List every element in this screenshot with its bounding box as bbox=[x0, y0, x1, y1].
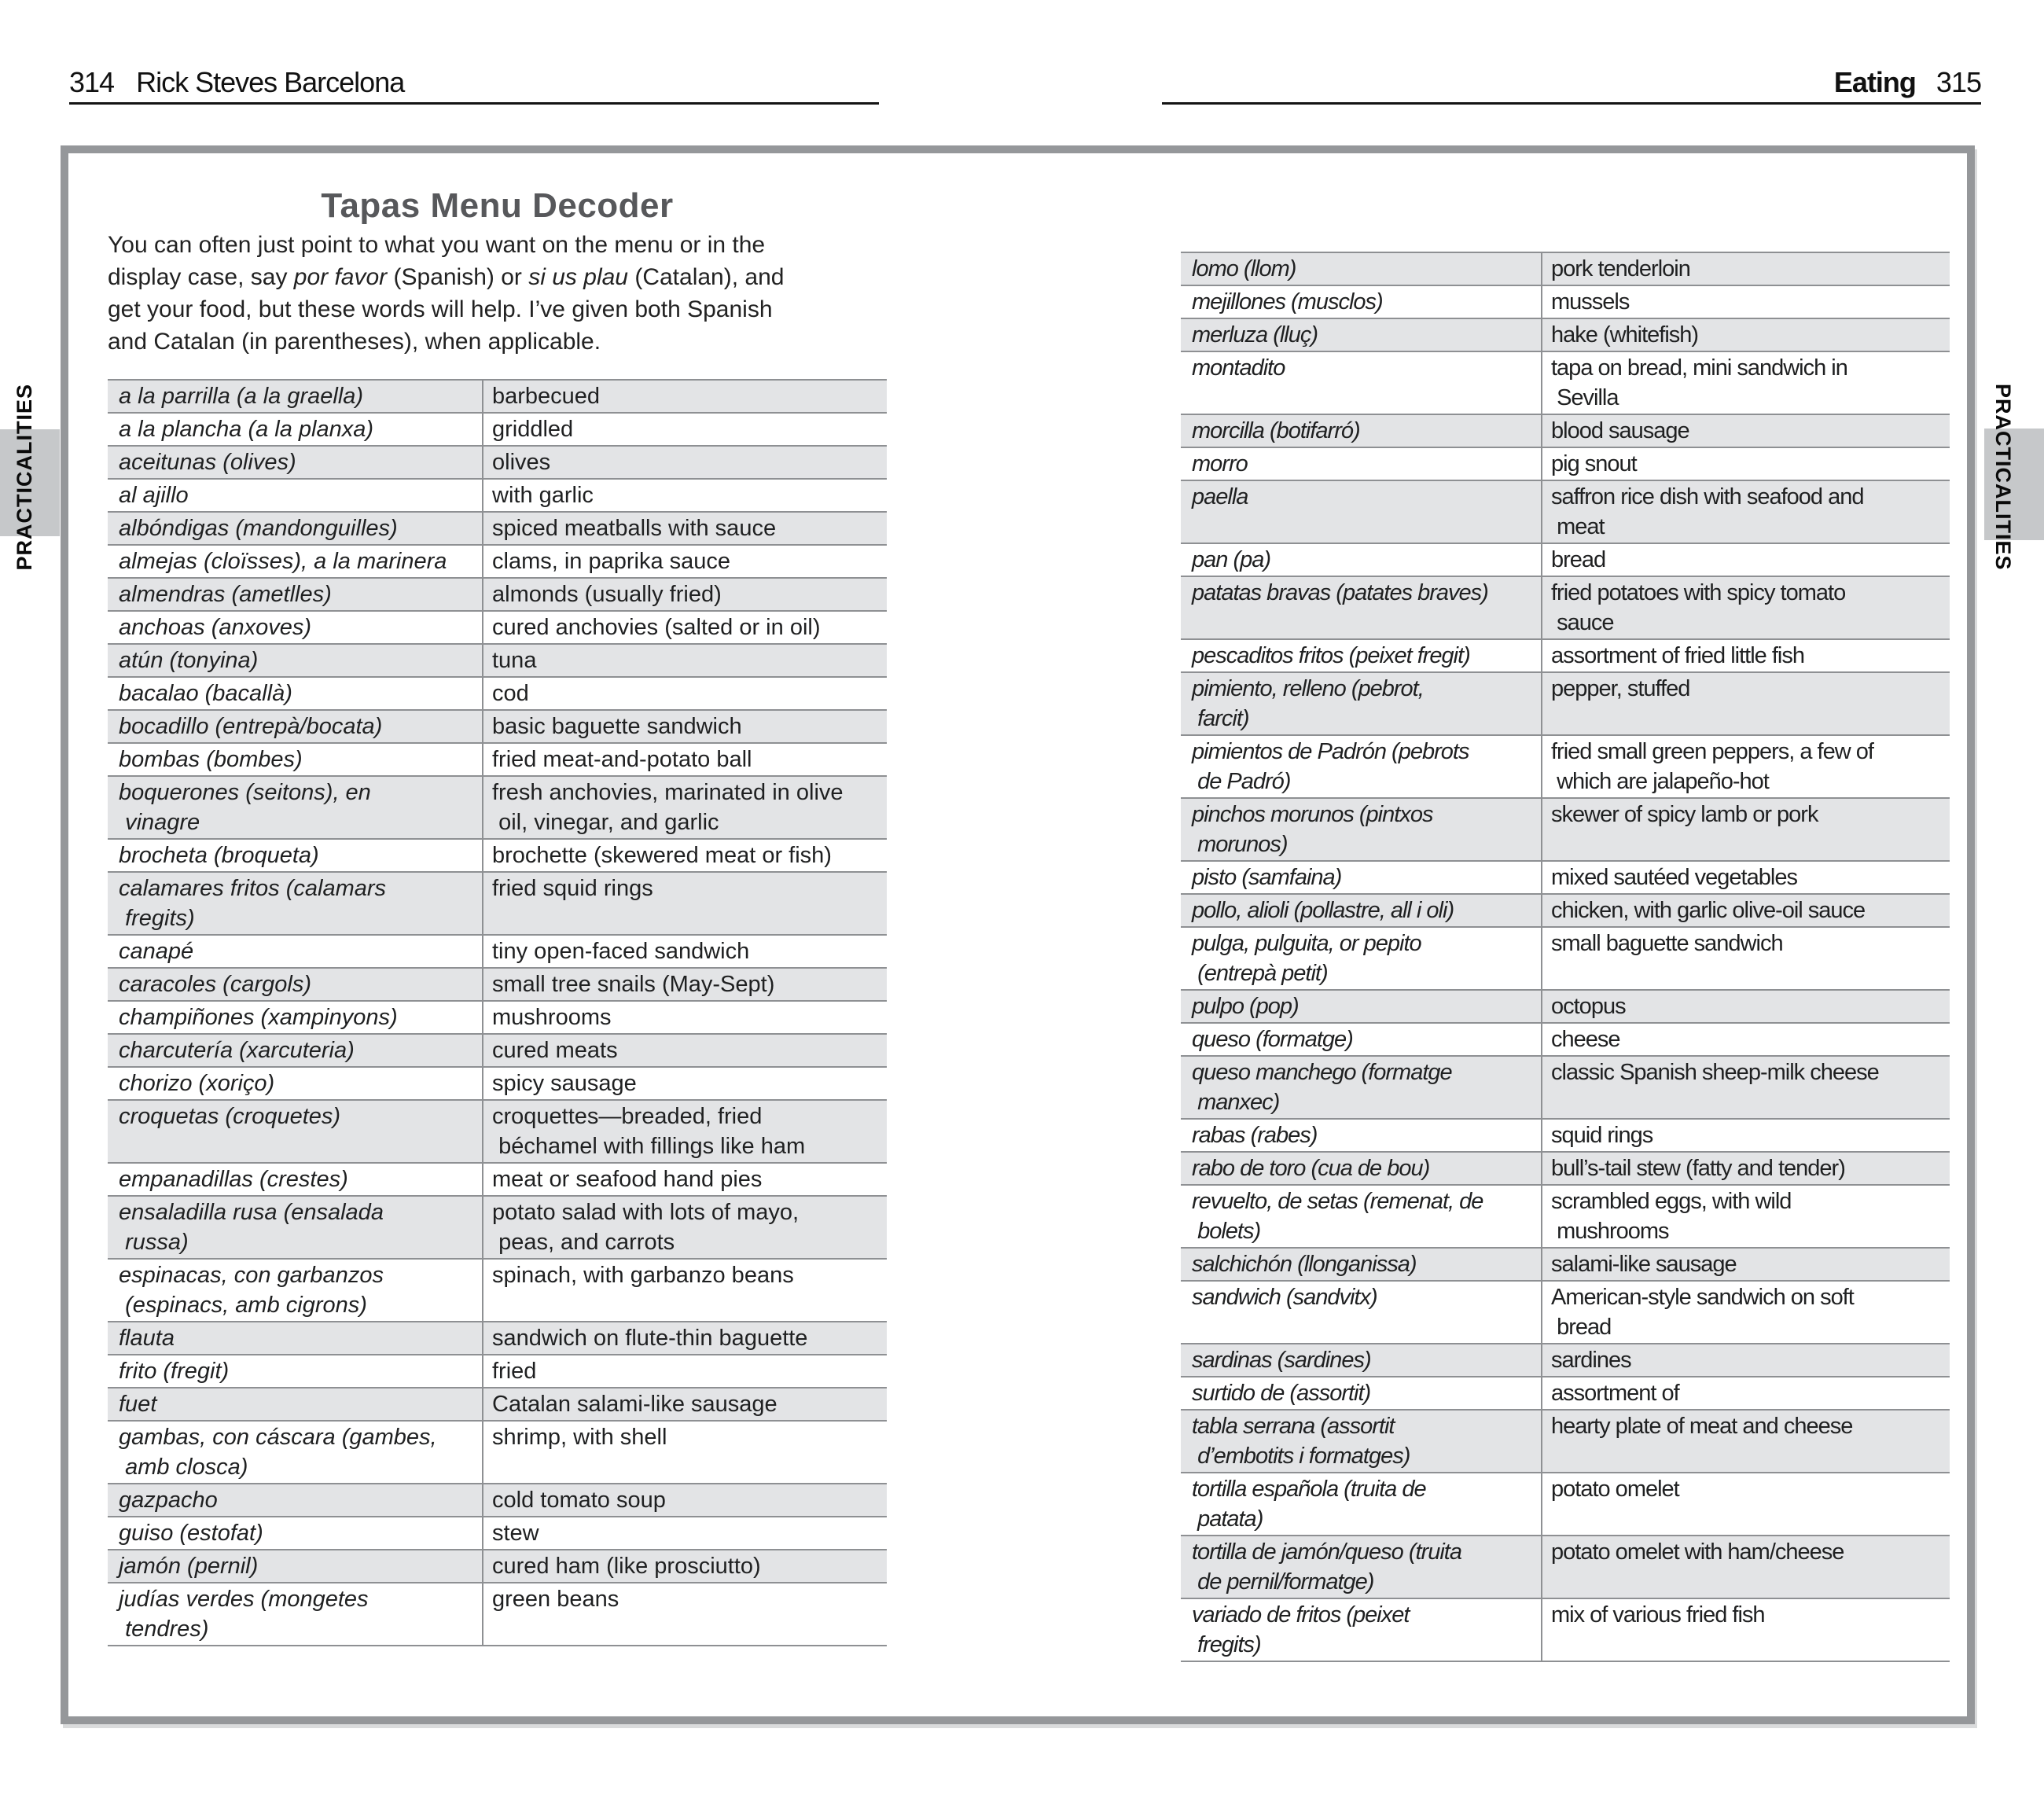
term-cell: morcilla (botifarró) bbox=[1192, 418, 1360, 443]
header-rule-right bbox=[1162, 102, 1981, 105]
section-tab-right-label: PRACTICALITIES bbox=[1991, 384, 2015, 571]
term-cell: pimiento, relleno (pebrot, farcit) bbox=[1192, 676, 1424, 731]
term-cell: frito (fregit) bbox=[119, 1359, 230, 1384]
definition-cell: hake (whitefish) bbox=[1541, 319, 1950, 351]
table-row bbox=[1181, 1186, 1950, 1249]
definition-cell: pepper, stuffed bbox=[1541, 673, 1950, 734]
definition-cell: potato salad with lots of mayo, peas, and carrots bbox=[482, 1197, 887, 1258]
table-row bbox=[108, 1388, 887, 1422]
definition-cell: cold tomato soup bbox=[482, 1484, 887, 1516]
table-row bbox=[1181, 862, 1950, 895]
term-cell: al ajillo bbox=[119, 483, 189, 508]
table-row bbox=[108, 579, 887, 612]
term-cell: queso (formatge) bbox=[1192, 1027, 1353, 1052]
definition-cell: brochette (skewered meat or fish) bbox=[482, 840, 887, 871]
definition-cell: fried small green peppers, a few of which are jalapeño-hot bbox=[1541, 736, 1950, 797]
term-cell: tortilla de jamón/queso (truita de pernil/formatge) bbox=[1192, 1539, 1461, 1594]
term-cell: mejillones (musclos) bbox=[1192, 289, 1383, 314]
definition-cell: cheese bbox=[1541, 1024, 1950, 1055]
term-cell: calamares fritos (calamars fregits) bbox=[119, 876, 387, 931]
term-cell: canapé bbox=[119, 939, 194, 964]
table-row bbox=[108, 546, 887, 579]
term-cell: queso manchego (formatge manxec) bbox=[1192, 1060, 1452, 1115]
term-cell: pan (pa) bbox=[1192, 547, 1271, 572]
term-cell: a la plancha (a la planxa) bbox=[119, 417, 374, 442]
definition-cell: small baguette sandwich bbox=[1541, 928, 1950, 989]
table-row bbox=[108, 1101, 887, 1164]
term-cell: albóndigas (mandonguilles) bbox=[119, 516, 398, 541]
definition-cell: with garlic bbox=[482, 480, 887, 511]
definition-cell: sandwich on flute-thin baguette bbox=[482, 1322, 887, 1354]
term-cell: espinacas, con garbanzos (espinacs, amb cigrons) bbox=[119, 1263, 384, 1318]
table-row bbox=[1181, 1120, 1950, 1153]
running-head-right bbox=[1834, 66, 1981, 99]
definition-cell: spinach, with garbanzo beans bbox=[482, 1260, 887, 1321]
table-row bbox=[108, 1164, 887, 1197]
running-head-left-title: Rick Steves Barcelona bbox=[136, 66, 405, 98]
definition-cell: chicken, with garlic olive-oil sauce bbox=[1541, 895, 1950, 926]
table-row bbox=[108, 1068, 887, 1101]
table-row bbox=[1181, 253, 1950, 286]
table-row bbox=[108, 744, 887, 777]
definition-cell: classic Spanish sheep-milk cheese bbox=[1541, 1057, 1950, 1118]
table-row bbox=[1181, 352, 1950, 415]
term-cell: sandwich (sandvitx) bbox=[1192, 1285, 1377, 1310]
term-cell: pulga, pulguita, or pepito (entrepà petit) bbox=[1192, 931, 1421, 986]
definition-cell: cured anchovies (salted or in oil) bbox=[482, 612, 887, 643]
table-row bbox=[1181, 1599, 1950, 1662]
term-cell: sardinas (sardines) bbox=[1192, 1348, 1371, 1373]
definition-cell: assortment of fried little fish bbox=[1541, 640, 1950, 671]
definition-cell: shrimp, with shell bbox=[482, 1422, 887, 1483]
intro-paragraph bbox=[108, 229, 906, 358]
term-cell: croquetas (croquetes) bbox=[119, 1104, 341, 1129]
definition-cell: fried potatoes with spicy tomato sauce bbox=[1541, 577, 1950, 638]
table-row bbox=[108, 840, 887, 873]
definition-cell: croquettes—breaded, fried béchamel with fillings like ham bbox=[482, 1101, 887, 1162]
term-cell: rabo de toro (cua de bou) bbox=[1192, 1156, 1430, 1181]
term-cell: pinchos morunos (pintxos morunos) bbox=[1192, 802, 1433, 857]
definition-cell: stew bbox=[482, 1517, 887, 1549]
definition-cell: fried squid rings bbox=[482, 873, 887, 934]
table-row bbox=[108, 1260, 887, 1322]
table-row bbox=[108, 678, 887, 711]
definition-cell: fresh anchovies, marinated in olive oil, vinegar, and garlic bbox=[482, 777, 887, 838]
definition-cell: pig snout bbox=[1541, 448, 1950, 480]
term-cell: brocheta (broqueta) bbox=[119, 843, 319, 868]
term-cell: empanadillas (crestes) bbox=[119, 1167, 348, 1192]
table-row bbox=[108, 936, 887, 969]
definition-cell: almonds (usually fried) bbox=[482, 579, 887, 610]
table-row bbox=[108, 1322, 887, 1355]
term-cell: pisto (samfaina) bbox=[1192, 865, 1342, 890]
table-row bbox=[108, 513, 887, 546]
definition-cell: hearty plate of meat and cheese bbox=[1541, 1411, 1950, 1472]
definition-cell: bread bbox=[1541, 544, 1950, 576]
definition-cell: octopus bbox=[1541, 991, 1950, 1022]
running-head-left bbox=[69, 66, 404, 99]
table-row bbox=[1181, 1024, 1950, 1057]
table-row bbox=[108, 711, 887, 744]
table-row bbox=[1181, 1282, 1950, 1344]
term-cell: gambas, con cáscara (gambes, amb closca) bbox=[119, 1425, 437, 1480]
definition-cell: potato omelet bbox=[1541, 1473, 1950, 1535]
definition-cell: cod bbox=[482, 678, 887, 709]
table-row bbox=[108, 414, 887, 447]
definition-cell: mix of various fried fish bbox=[1541, 1599, 1950, 1661]
table-row bbox=[108, 1197, 887, 1260]
term-cell: aceitunas (olives) bbox=[119, 450, 296, 475]
table-row bbox=[1181, 577, 1950, 640]
term-cell: bacalao (bacallà) bbox=[119, 681, 292, 706]
definition-cell: bull’s-tail stew (fatty and tender) bbox=[1541, 1153, 1950, 1184]
table-row bbox=[1181, 1153, 1950, 1186]
term-cell: pimientos de Padrón (pebrots de Padró) bbox=[1192, 739, 1469, 794]
term-cell: montadito bbox=[1192, 355, 1285, 381]
table-row bbox=[1181, 286, 1950, 319]
definition-cell: saffron rice dish with seafood and meat bbox=[1541, 481, 1950, 543]
term-cell: rabas (rabes) bbox=[1192, 1123, 1318, 1148]
definition-cell: cured meats bbox=[482, 1035, 887, 1066]
definition-cell: meat or seafood hand pies bbox=[482, 1164, 887, 1195]
definition-cell: fried meat-and-potato ball bbox=[482, 744, 887, 775]
term-cell: morro bbox=[1192, 451, 1248, 476]
intro-text: (Catalan), and get your food, but these words will help. I’ve given both Spanish and Catalan (in parentheses), when applicable. bbox=[108, 264, 785, 355]
definition-cell: American-style sandwich on soft bread bbox=[1541, 1282, 1950, 1343]
definition-cell: olives bbox=[482, 447, 887, 478]
table-row bbox=[108, 1583, 887, 1646]
header-rule-left bbox=[69, 102, 879, 105]
table-row bbox=[108, 1484, 887, 1517]
intro-italic-phrase: si us plau bbox=[528, 264, 628, 290]
table-row bbox=[1181, 736, 1950, 799]
term-cell: salchichón (llonganissa) bbox=[1192, 1252, 1417, 1277]
term-cell: ensaladilla rusa (ensalada russa) bbox=[119, 1200, 384, 1255]
definition-cell: pork tenderloin bbox=[1541, 253, 1950, 285]
definition-cell: skewer of spicy lamb or pork bbox=[1541, 799, 1950, 860]
table-row bbox=[108, 1550, 887, 1583]
term-cell: caracoles (cargols) bbox=[119, 972, 311, 997]
table-row bbox=[1181, 1473, 1950, 1536]
page-number-left: 314 bbox=[69, 66, 115, 98]
table-row bbox=[1181, 1536, 1950, 1599]
definition-cell: tiny open-faced sandwich bbox=[482, 936, 887, 967]
definition-cell: green beans bbox=[482, 1583, 887, 1645]
table-row bbox=[108, 1355, 887, 1388]
term-cell: variado de fritos (peixet fregits) bbox=[1192, 1602, 1410, 1657]
section-tab-left-label: PRACTICALITIES bbox=[13, 384, 36, 571]
term-cell: anchoas (anxoves) bbox=[119, 615, 312, 640]
table-row bbox=[1181, 640, 1950, 673]
term-cell: champiñones (xampinyons) bbox=[119, 1005, 398, 1030]
table-row bbox=[108, 447, 887, 480]
tapas-menu-decoder-box bbox=[61, 145, 1975, 1724]
term-cell: pulpo (pop) bbox=[1192, 994, 1299, 1019]
tapas-table-left bbox=[108, 379, 887, 1646]
term-cell: judías verdes (mongetes tendres) bbox=[119, 1587, 369, 1642]
term-cell: merluza (lluç) bbox=[1192, 322, 1318, 348]
term-cell: boquerones (seitons), en vinagre bbox=[119, 780, 371, 835]
definition-cell: mushrooms bbox=[482, 1002, 887, 1033]
definition-cell: potato omelet with ham/cheese bbox=[1541, 1536, 1950, 1598]
term-cell: flauta bbox=[119, 1326, 175, 1351]
table-row bbox=[1181, 1344, 1950, 1377]
intro-text: (Spanish) or bbox=[387, 264, 529, 290]
term-cell: patatas bravas (patates braves) bbox=[1192, 580, 1488, 605]
table-row bbox=[1181, 1377, 1950, 1411]
definition-cell: scrambled eggs, with wild mushrooms bbox=[1541, 1186, 1950, 1247]
definition-cell: griddled bbox=[482, 414, 887, 445]
term-cell: charcutería (xarcuteria) bbox=[119, 1038, 355, 1063]
term-cell: surtido de (assortit) bbox=[1192, 1381, 1371, 1406]
intro-text: You can often just point to what you want on the menu or in the display case, say bbox=[108, 232, 766, 290]
term-cell: almendras (ametlles) bbox=[119, 582, 332, 607]
table-row bbox=[1181, 895, 1950, 928]
table-row bbox=[1181, 448, 1950, 481]
table-row bbox=[108, 777, 887, 840]
definition-cell: clams, in paprika sauce bbox=[482, 546, 887, 577]
table-row bbox=[1181, 1411, 1950, 1473]
term-cell: paella bbox=[1192, 484, 1248, 509]
definition-cell: sardines bbox=[1541, 1344, 1950, 1376]
table-row bbox=[108, 1422, 887, 1484]
table-row bbox=[1181, 1249, 1950, 1282]
term-cell: tortilla española (truita de patata) bbox=[1192, 1477, 1426, 1532]
definition-cell: barbecued bbox=[482, 381, 887, 412]
term-cell: atún (tonyina) bbox=[119, 648, 259, 673]
definition-cell: tuna bbox=[482, 645, 887, 676]
term-cell: bombas (bombes) bbox=[119, 747, 303, 772]
table-row bbox=[1181, 673, 1950, 736]
table-row bbox=[1181, 544, 1950, 577]
table-row bbox=[108, 1517, 887, 1550]
definition-cell: mixed sautéed vegetables bbox=[1541, 862, 1950, 893]
table-row bbox=[108, 381, 887, 414]
definition-cell: squid rings bbox=[1541, 1120, 1950, 1151]
table-row bbox=[108, 480, 887, 513]
definition-cell: tapa on bread, mini sandwich in Sevilla bbox=[1541, 352, 1950, 414]
term-cell: almejas (cloïsses), a la marinera bbox=[119, 549, 447, 574]
table-row bbox=[1181, 991, 1950, 1024]
term-cell: fuet bbox=[119, 1392, 157, 1417]
table-row bbox=[1181, 319, 1950, 352]
term-cell: pescaditos fritos (peixet fregit) bbox=[1192, 643, 1470, 668]
table-row bbox=[1181, 415, 1950, 448]
definition-cell: spiced meatballs with sauce bbox=[482, 513, 887, 544]
definition-cell: basic baguette sandwich bbox=[482, 711, 887, 742]
term-cell: chorizo (xoriço) bbox=[119, 1071, 275, 1096]
intro-italic-phrase: por favor bbox=[293, 264, 388, 290]
term-cell: jamón (pernil) bbox=[119, 1554, 259, 1579]
table-row bbox=[1181, 799, 1950, 862]
term-cell: bocadillo (entrepà/bocata) bbox=[119, 714, 383, 739]
term-cell: pollo, alioli (pollastre, all i oli) bbox=[1192, 898, 1454, 923]
definition-cell: cured ham (like prosciutto) bbox=[482, 1550, 887, 1582]
table-row bbox=[1181, 481, 1950, 544]
definition-cell: fried bbox=[482, 1355, 887, 1387]
tapas-table-right bbox=[1181, 252, 1950, 1662]
table-row bbox=[108, 612, 887, 645]
table-row bbox=[108, 969, 887, 1002]
table-row bbox=[108, 645, 887, 678]
term-cell: revuelto, de setas (remenat, de bolets) bbox=[1192, 1189, 1483, 1244]
definition-cell: spicy sausage bbox=[482, 1068, 887, 1099]
definition-cell: blood sausage bbox=[1541, 415, 1950, 447]
table-row bbox=[1181, 1057, 1950, 1120]
term-cell: guiso (estofat) bbox=[119, 1521, 263, 1546]
table-row bbox=[108, 1002, 887, 1035]
running-head-right-title: Eating bbox=[1833, 66, 1916, 98]
table-row bbox=[1181, 928, 1950, 991]
table-row bbox=[108, 1035, 887, 1068]
page-number-right: 315 bbox=[1936, 66, 1981, 98]
definition-cell: mussels bbox=[1541, 286, 1950, 318]
table-row bbox=[108, 873, 887, 936]
decoder-title: Tapas Menu Decoder bbox=[321, 186, 674, 225]
term-cell: gazpacho bbox=[119, 1488, 218, 1513]
term-cell: tabla serrana (assortit d’embotits i formatges) bbox=[1192, 1414, 1410, 1469]
term-cell: a la parrilla (a la graella) bbox=[119, 384, 364, 409]
definition-cell: Catalan salami-like sausage bbox=[482, 1388, 887, 1420]
term-cell: lomo (llom) bbox=[1192, 256, 1296, 281]
definition-cell: salami-like sausage bbox=[1541, 1249, 1950, 1280]
definition-cell: small tree snails (May-Sept) bbox=[482, 969, 887, 1000]
definition-cell: assortment of bbox=[1541, 1377, 1950, 1409]
